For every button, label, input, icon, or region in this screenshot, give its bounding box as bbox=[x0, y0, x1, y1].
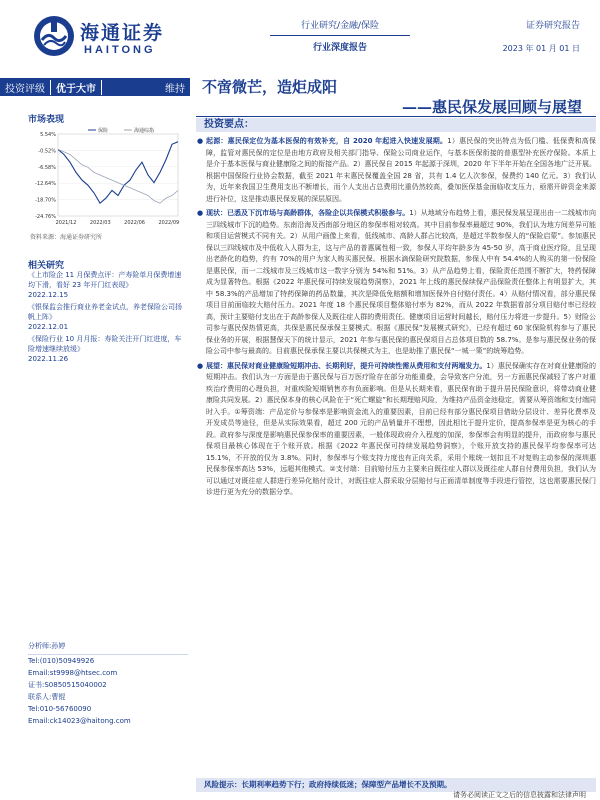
related-research-list bbox=[28, 270, 188, 366]
series-line-insurance bbox=[58, 142, 178, 204]
main-content bbox=[196, 118, 596, 800]
report-type: 行业深度报告 bbox=[312, 43, 367, 53]
y-tick-label: 5.54% bbox=[40, 132, 56, 138]
investment-rating bbox=[0, 78, 190, 96]
related-item-date: 2022.12.01 bbox=[28, 323, 69, 331]
contact-name: 联系人:曹锟 bbox=[28, 693, 66, 701]
contact-email[interactable]: Email:ck14023@haitong.com bbox=[28, 717, 131, 725]
report-date: 2023 年 01 月 01 日 bbox=[502, 44, 580, 53]
analyst-email[interactable]: Email:st9998@htsec.com bbox=[28, 669, 118, 677]
market-performance-heading: 市场表现 bbox=[28, 115, 65, 125]
related-research-heading: 相关研究 bbox=[28, 261, 65, 271]
keypoint-body: 1）惠民保的突出特点为低门槛、低保费和高保障，监管对惠民保的定位是由地方政府及相关部门指导、保险公司商业运作，与基本医保衔接的普惠型补充医疗保险。本质上是介于基本医保与商业健康险之间的衔接产品。2）惠民保自 2015 年起源于深圳，2020 年下半年开始在全国各地广泛开展。根据中国保险行业协会数据，截至 2021 年末惠民保覆盖全国 28 省，共有 1.4 亿人次参保，保费约 140 亿元。3）我们认为，近年来我国卫生费用支出不断增长，而个人支出占总费用比重仍然较高，叠加医保基金面临收支压力，亟需开辟资金来源进行补位，这是推动惠民保发展的深层原因。 bbox=[206, 137, 597, 203]
header-right bbox=[503, 18, 580, 54]
bullet-icon: ● bbox=[197, 361, 204, 370]
y-tick-label: -6.58% bbox=[38, 164, 56, 171]
market-chart-svg bbox=[30, 124, 182, 232]
keypoint-paragraph bbox=[196, 208, 596, 358]
report-header bbox=[0, 0, 600, 70]
bullet-icon: ● bbox=[197, 209, 204, 217]
related-item[interactable] bbox=[28, 302, 188, 332]
analyst-cert: 证书:S0850515040002 bbox=[28, 681, 107, 689]
industry-category: 行业研究/金融/保险 bbox=[300, 21, 380, 31]
logo-english-name: HAITONG bbox=[84, 44, 156, 56]
risk-warning: 风险提示：长期利率趋势下行；政府持续低迷；保障型产品增长不及预期。 bbox=[196, 778, 596, 792]
y-tick-label: -0.52% bbox=[38, 148, 56, 155]
keypoints-heading: 投资要点： bbox=[196, 118, 596, 132]
x-tick-label: 2022/09 bbox=[158, 220, 180, 226]
related-item-title: 《上市险企 11 月保费点评：产寿险单月保费增速均下滑，看好 23 年开门红表现》 bbox=[28, 271, 182, 289]
chart-frame bbox=[58, 134, 178, 216]
keypoint-paragraph bbox=[196, 136, 596, 205]
analyst-name: 分析师:孙婷 bbox=[28, 642, 66, 650]
header-divider bbox=[270, 35, 410, 36]
sidebar bbox=[0, 100, 190, 800]
company-logo bbox=[32, 14, 192, 64]
related-item[interactable] bbox=[28, 334, 188, 364]
analyst-tel: Tel:(010)50949926 bbox=[28, 657, 95, 665]
x-tick-label: 2021/12 bbox=[55, 220, 77, 226]
rating-action: 维持 bbox=[165, 83, 185, 95]
related-item-date: 2022.12.15 bbox=[28, 291, 69, 299]
report-title: 不啻微芒，造炬成阳 bbox=[202, 78, 338, 96]
related-item-title: 《保险行业 10 月月报：寿险关注开门红进度，车险增速继续放缓》 bbox=[28, 335, 182, 353]
legend-label: 海通综指 bbox=[134, 128, 155, 134]
logo-chinese-name: 海通证券 bbox=[80, 22, 165, 44]
report-tags bbox=[270, 18, 410, 53]
keypoint-body: 1）惠民保确实存在对商业健康险的短期冲击。我们认为一方面是由于惠民保与百万医疗险存在部分功能重叠，会导致客户分流，另一方面惠民保减轻了客户对重疾治疗费用的心理负担，对重疾险短期销售亦有负面影响。但是从长期来看，惠民保有助于提升居民保险意识，将带动商业健康险共同发展。2）惠民保本身的核心风险在于“死亡螺旋”和长期理赔风险，为维持产品资金池稳定，需要从筹资端和支付端同时入手。①筹资端：产品定价与参保率是影响资金流入的重要因素，目前已经有部分惠民保项目借助分层设计、差异化费率及开发成员等途径，但是从实际效果看，超过 200 元的产品销量并不理想，因此相比于提升定价，提高参保率是更为核心的手段。政府参与深度是影响惠民保参保率的重要因素，一般体现政府介入程度的加深，参保率会有明显的提升，而政府参与惠民保项目最核心体现在于个账开放。根据《2022 年惠民保可持续发展趋势洞察》，个账开放支持的惠民保平均参保率可达 15.1%，不开放的仅为 3.8%。同时，参保率与个账支持力度也有正向关系，采用个账统一划扣且不对复购主动参保的深圳惠民保参保率高达 53%，远超其他模式。②支付端：目前赔付压力主要来自既往症人群以及既往症人群自付费用负担，我们认为可以通过对既往症人群进行差异化赔付设计，对既往症人群采取分层赔付与正面清单制度等手段进行管控，这也需要惠民保门诊进行更为充分的数据分享。 bbox=[206, 361, 596, 496]
y-tick-label: -12.64% bbox=[35, 181, 56, 188]
report-subtitle: ——惠民保发展回顾与展望 bbox=[401, 98, 582, 116]
market-chart bbox=[30, 124, 182, 232]
keypoint-lead: 展望：惠民保对商业健康险短期冲击、长期利好，提升可持续性需从费用和支付两端发力。 bbox=[206, 361, 487, 370]
rating-value: 优于大市 bbox=[50, 80, 102, 95]
report-label: 证券研究报告 bbox=[525, 21, 580, 31]
rating-label: 投资评级 bbox=[5, 83, 45, 95]
legend-label: 保险 bbox=[98, 128, 109, 134]
contact-tel: Tel:010-56760090 bbox=[28, 705, 92, 713]
title-rule bbox=[196, 116, 596, 117]
keypoint-body: 1）从地域分布趋势上看，惠民保发展呈现出由一二线城市向三四线城市下沉的趋势。东南沿海及西南部分地区的参保率相对较高。其中目前参保率最超过 90%，我们认为地方间差异可能和项目运营模式不同有关。2）从用户画像上来看，低线城市、高龄人群占比较高，是超过半数参保人的“保险启蒙”。参加惠民保以三四线城市及中低收入人群为主，这与产品的普惠属性相一致，参保人平均年龄多为 45-50 岁，高于商业医疗险，且呈现出老龄化的趋势，约有 70%的用户为家人购买惠民保。根据水滴保险研究院数据，参保人中有 54.4%的人购买的第一份保险是惠民保，而一二线城市及三线城市这一数字分别为 54%和 51%。3）从产品趋势上看，保险责任范围不断扩大，特药保障成为显著特色。根据《2022 年惠民保可持续发展趋势洞察》，2021 年上线的惠民保续保产品保险责任整体上有明显扩大，其中 58.3%的产品增加了特药保障的药品数量，其次是降低免赔额和增加医保外自付赔付责任。4）从赔付情况看，部分惠民保项目目前面临较大赔付压力。2021 年度 18 个惠民保项目整体赔付率为 82%，而从 2022 年数据看部分项目赔付率已经较高，预计主要赔付支出在于高龄参保人及既往症人群的费用责任。健康项目运营时间越长，赔付压力将进一步提升。5）财险公司参与惠民保热情更高，共保是惠民保承保主要模式。根据《惠民保”发展模式研究》，已经有超过 60 家保险机构参与了惠民保业务的开展，根据慧保天下的统计显示，2021 年参与惠民保的惠民保项目占总体项目数的 58.7%。是参与惠民保业务的保险公司中参与最高的。目前惠民保承保主要以共保模式为主，也是助推了惠民保“一城一策”的统筹趋势。 bbox=[206, 209, 597, 355]
related-item-title: 《银保监会推行商业养老金试点，养老保险公司扬帆上阵》 bbox=[28, 303, 182, 321]
analyst-info bbox=[28, 640, 188, 727]
y-tick-label: -24.76% bbox=[35, 214, 56, 220]
disclaimer-note: 请务必阅读正文之后的信息披露和法律声明 bbox=[453, 791, 586, 799]
keypoint-paragraph bbox=[196, 361, 596, 499]
related-item[interactable] bbox=[28, 270, 188, 300]
keypoint-lead: 现状：已悉及下沉市场与高龄群体，各险企以共保模式积极参与。 bbox=[206, 209, 410, 217]
keypoints-list bbox=[196, 132, 596, 499]
keypoint-lead: 起源：惠民保定位为基本医保的有效补充，自 2020 年起进入快速发展期。 bbox=[206, 137, 448, 145]
haitong-logo-icon bbox=[32, 14, 76, 58]
bullet-icon: ● bbox=[197, 137, 204, 145]
chart-source: 资料来源：海通证券研究所 bbox=[30, 234, 103, 241]
y-tick-label: -18.70% bbox=[35, 197, 56, 204]
x-tick-label: 2022/03 bbox=[89, 220, 111, 226]
x-tick-label: 2022/06 bbox=[124, 220, 145, 226]
related-item-date: 2022.11.26 bbox=[28, 355, 69, 363]
